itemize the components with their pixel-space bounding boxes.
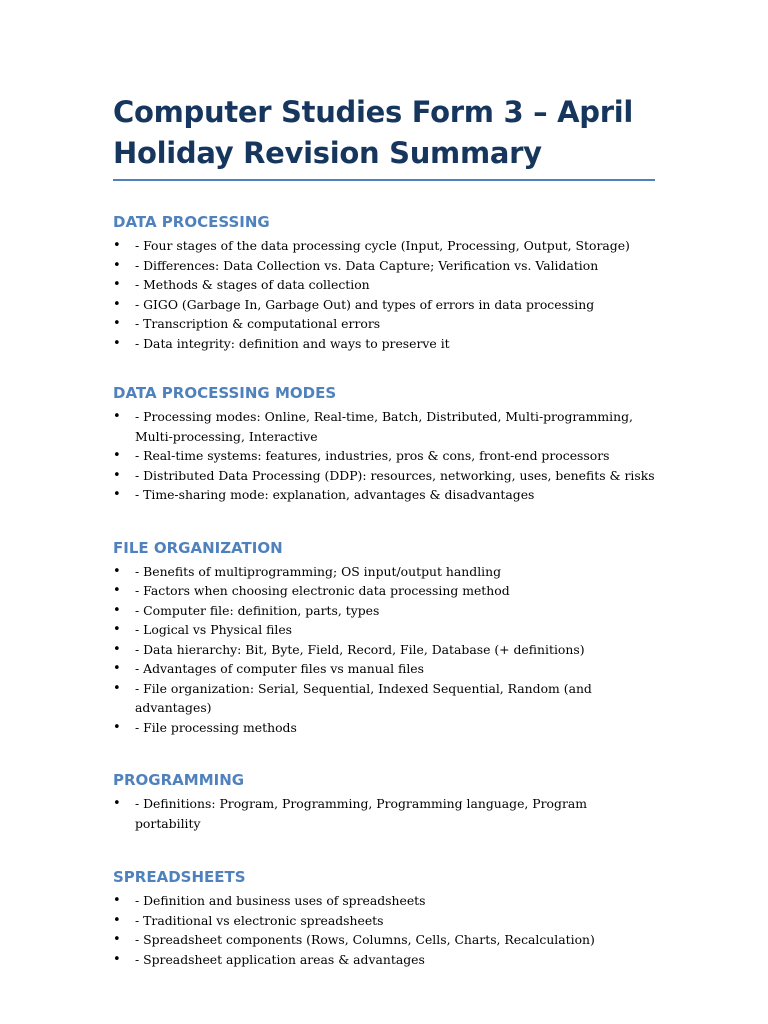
list-item xyxy=(113,950,655,970)
list-item xyxy=(113,659,655,679)
bullet-icon: • xyxy=(113,563,121,579)
list-item xyxy=(113,620,655,640)
bullet-icon: • xyxy=(113,296,121,312)
list-item xyxy=(113,891,655,911)
sections-container xyxy=(113,212,655,969)
document-page xyxy=(113,92,655,969)
list-item-text: - Benefits of multiprogramming; OS input/output handling xyxy=(135,563,502,579)
list-item-text: - Definition and business uses of spreadsheets xyxy=(135,893,426,908)
bullet-icon: • xyxy=(113,409,121,424)
list-item-text: - Spreadsheet application areas & advantages xyxy=(135,951,425,967)
bullet-icon: • xyxy=(113,796,121,811)
section-data-processing-modes xyxy=(113,383,655,505)
list-item xyxy=(113,930,655,950)
list-item xyxy=(113,562,655,582)
list-item-text: - Differences: Data Collection vs. Data Capture; Verification vs. Validation xyxy=(135,257,599,273)
bullet-icon: • xyxy=(113,487,121,502)
list-item-text: - Data hierarchy: Bit, Byte, Field, Record, File, Database (+ definitions) xyxy=(135,641,585,657)
bullet-icon: • xyxy=(113,932,121,947)
list-item-text: - GIGO (Garbage In, Garbage Out) and types of errors in data processing xyxy=(135,296,595,312)
bullet-list xyxy=(113,891,655,969)
bullet-list xyxy=(113,236,655,353)
list-item-text: - Methods & stages of data collection xyxy=(135,277,370,292)
bullet-icon: • xyxy=(113,622,121,637)
bullet-icon: • xyxy=(113,448,121,463)
section-heading: DATA PROCESSING xyxy=(113,213,270,231)
bullet-icon: • xyxy=(113,719,121,735)
list-item-text: - Distributed Data Processing (DDP): resources, networking, uses, benefits & risks xyxy=(135,467,655,483)
bullet-icon: • xyxy=(113,335,121,351)
bullet-icon: • xyxy=(113,912,121,928)
bullet-icon: • xyxy=(113,641,121,657)
bullet-icon: • xyxy=(113,238,121,253)
list-item-text: - Logical vs Physical files xyxy=(135,622,293,637)
list-item xyxy=(113,581,655,601)
list-item-text: - Real-time systems: features, industries, pros & cons, front-end processors xyxy=(135,448,610,463)
list-item-text: - Factors when choosing electronic data processing method xyxy=(135,583,510,598)
list-item-text: - Data integrity: definition and ways to preserve it xyxy=(135,335,450,351)
bullet-icon: • xyxy=(113,661,121,676)
list-item-text: - File organization: Serial, Sequential, Indexed Sequential, Random (and advantages) xyxy=(135,680,592,715)
list-item xyxy=(113,485,655,505)
list-item-text: - Advantages of computer files vs manual files xyxy=(135,661,424,676)
bullet-icon: • xyxy=(113,893,121,908)
list-item-text: - Four stages of the data processing cycle (Input, Processing, Output, Storage) xyxy=(135,238,630,253)
list-item xyxy=(113,601,655,621)
list-item xyxy=(113,256,655,276)
list-item xyxy=(113,295,655,315)
section-heading: PROGRAMMING xyxy=(113,771,245,789)
bullet-icon: • xyxy=(113,602,121,618)
bullet-icon: • xyxy=(113,680,121,696)
list-item xyxy=(113,446,655,466)
list-item-text: - Transcription & computational errors xyxy=(135,316,381,331)
bullet-icon: • xyxy=(113,951,121,967)
list-item-text: - Definitions: Program, Programming, Programming language, Program portability xyxy=(135,796,588,831)
list-item xyxy=(113,911,655,931)
list-item-text: - Processing modes: Online, Real-time, Batch, Distributed, Multi-programming, Multi-processing, Interactive xyxy=(135,409,633,444)
bullet-icon: • xyxy=(113,467,121,483)
list-item-text: - Traditional vs electronic spreadsheets xyxy=(135,912,384,928)
list-item xyxy=(113,718,655,738)
section-heading: SPREADSHEETS xyxy=(113,868,246,886)
list-item-text: - Spreadsheet components (Rows, Columns, Cells, Charts, Recalculation) xyxy=(135,932,595,947)
bullet-icon: • xyxy=(113,583,121,598)
bullet-icon: • xyxy=(113,277,121,292)
bullet-icon: • xyxy=(113,316,121,331)
section-heading: DATA PROCESSING MODES xyxy=(113,384,337,402)
list-item xyxy=(113,679,655,718)
page-title: Computer Studies Form 3 – April Holiday Revision Summary xyxy=(113,92,655,181)
bullet-list xyxy=(113,407,655,505)
list-item-text: - Time-sharing mode: explanation, advantages & disadvantages xyxy=(135,487,535,502)
list-item xyxy=(113,466,655,486)
list-item xyxy=(113,334,655,354)
list-item xyxy=(113,275,655,295)
list-item-text: - File processing methods xyxy=(135,719,297,735)
list-item xyxy=(113,407,655,446)
list-item xyxy=(113,794,655,833)
section-data-processing xyxy=(113,212,655,353)
list-item xyxy=(113,314,655,334)
list-item-text: - Computer file: definition, parts, types xyxy=(135,602,380,618)
section-programming xyxy=(113,770,655,833)
section-spreadsheets xyxy=(113,867,655,969)
section-heading: FILE ORGANIZATION xyxy=(113,538,283,557)
bullet-icon: • xyxy=(113,257,121,273)
bullet-list xyxy=(113,562,655,738)
section-file-organization xyxy=(113,538,655,738)
bullet-list xyxy=(113,794,655,833)
list-item xyxy=(113,236,655,256)
list-item xyxy=(113,640,655,660)
